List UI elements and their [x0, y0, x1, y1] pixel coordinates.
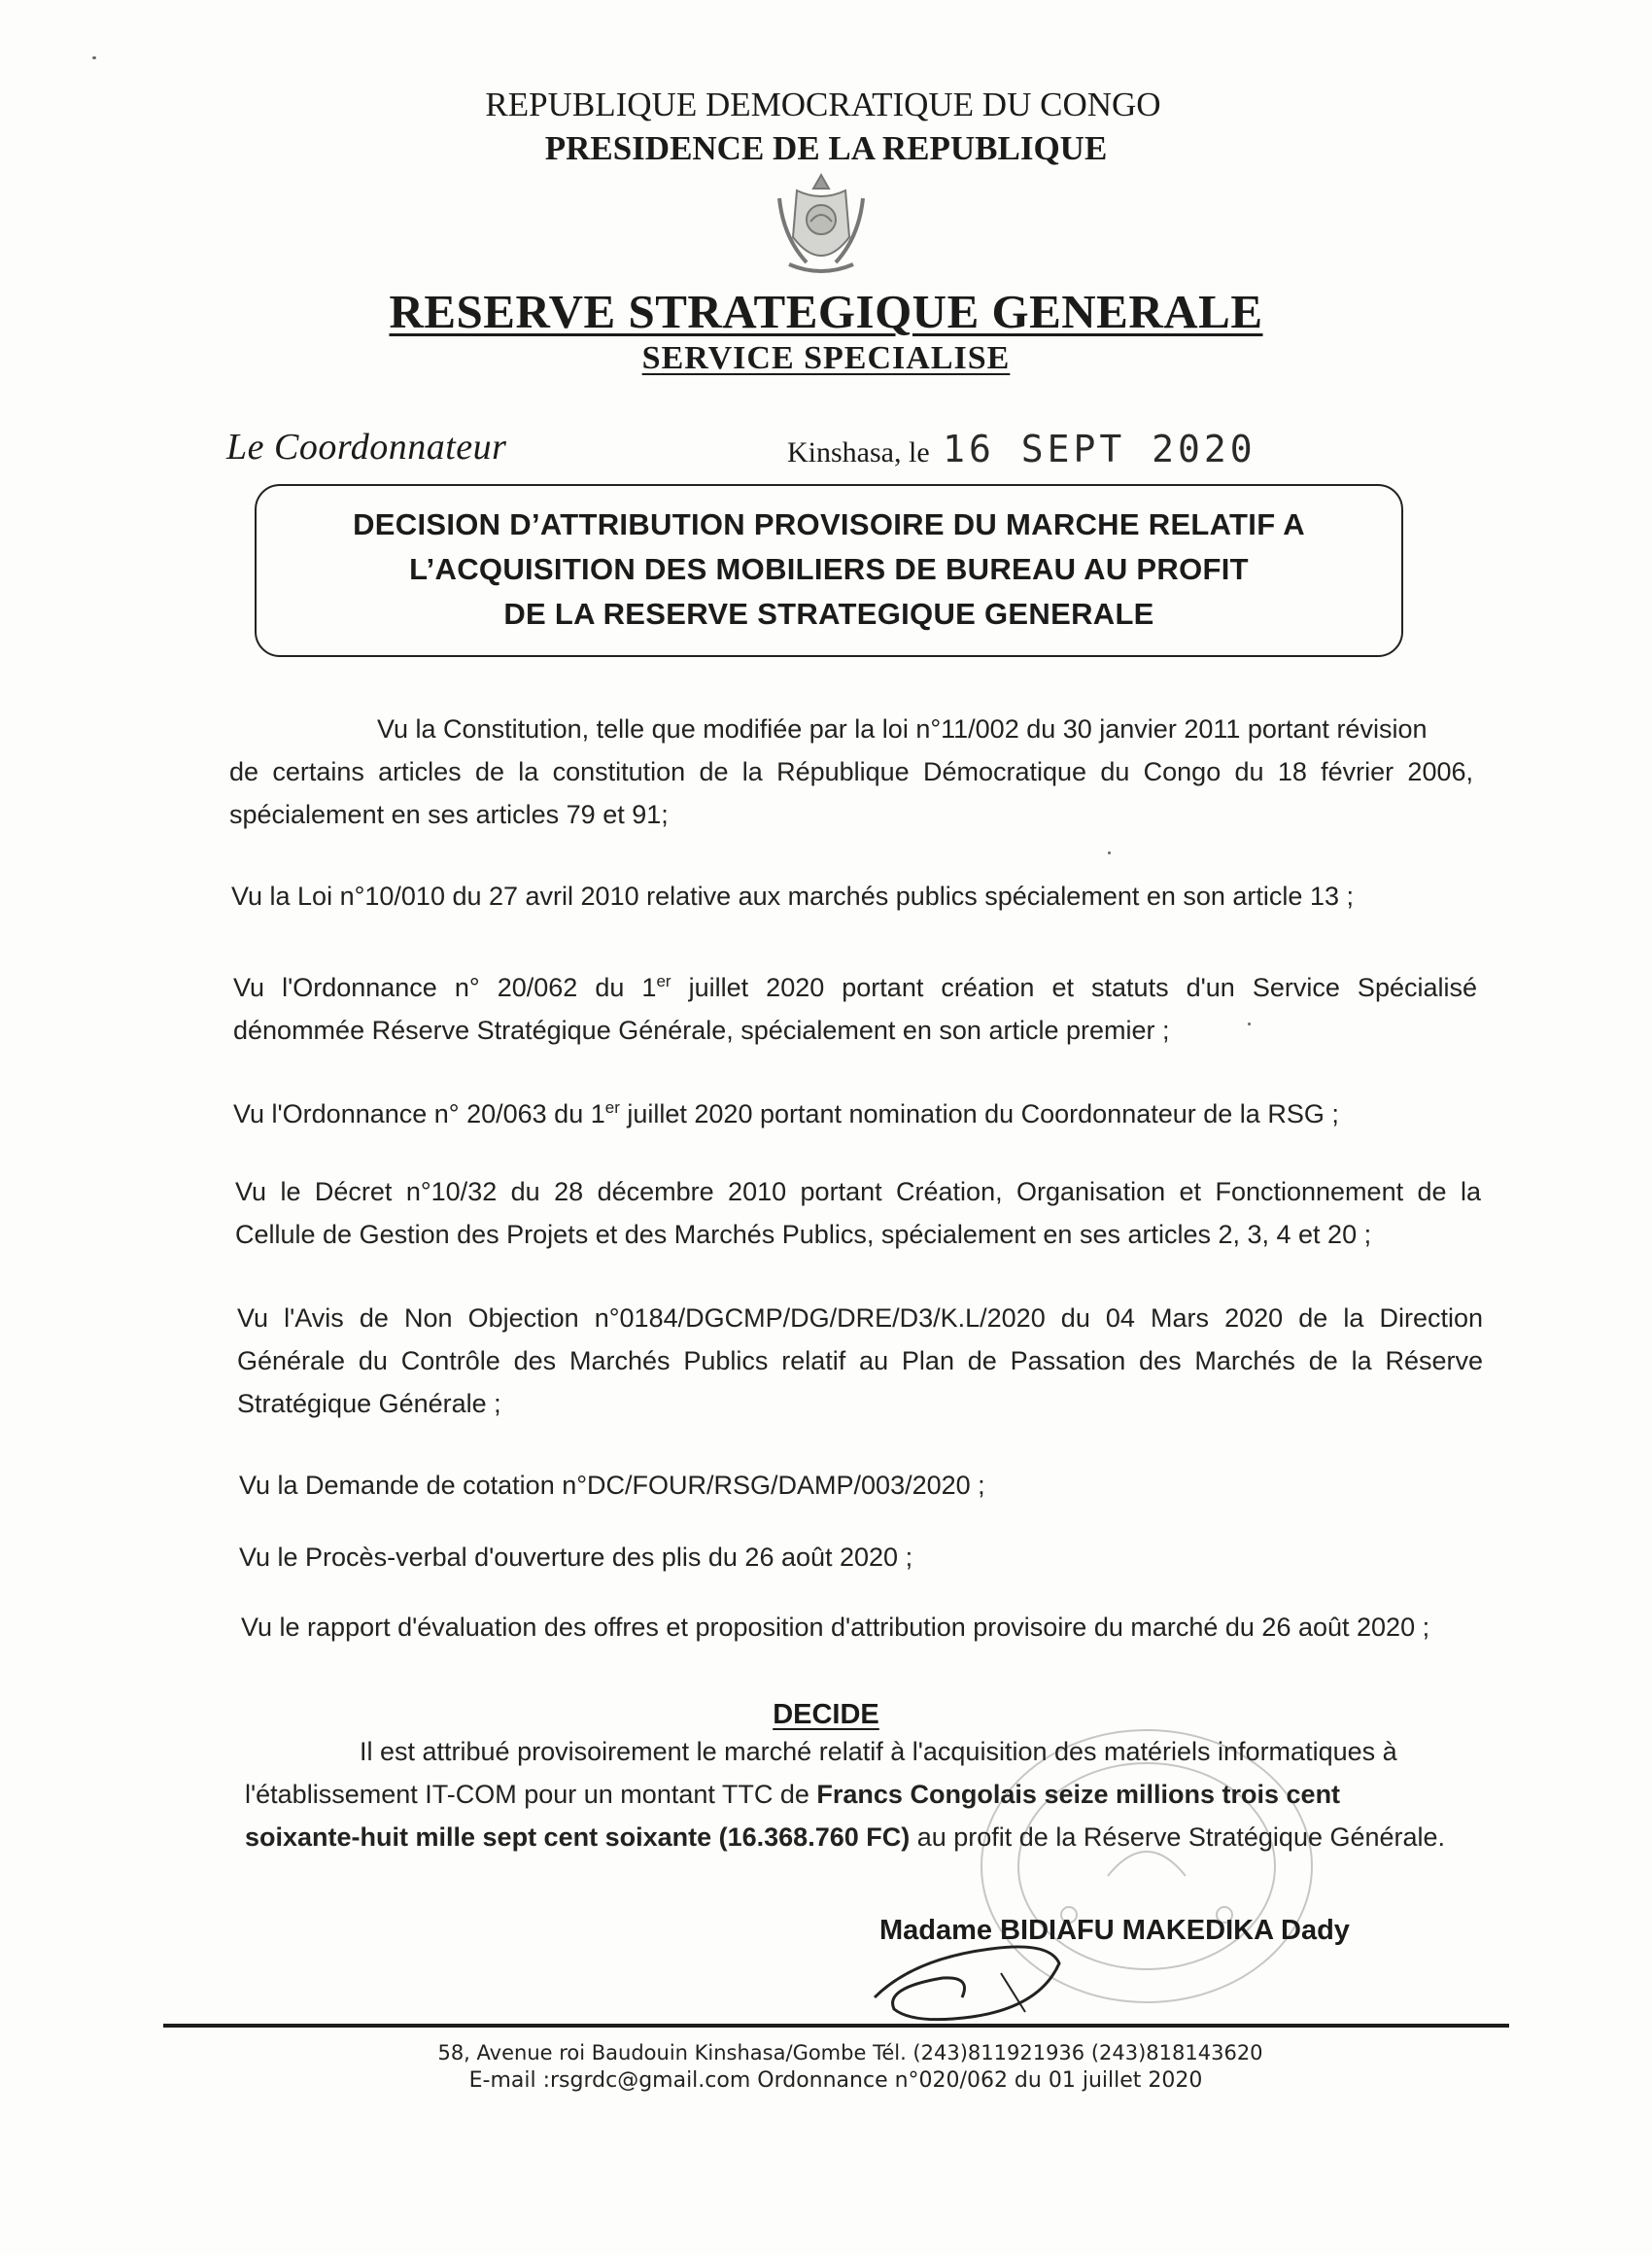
consideration-rapport: [241, 1606, 1429, 1648]
service-subtitle: SERVICE SPECIALISE: [641, 340, 1011, 376]
consideration-line: Vu le Procès-verbal d'ouverture des plis du 26 août 2020 ;: [239, 1543, 913, 1572]
scan-speck: [92, 56, 96, 59]
consideration-line: de certains articles de la constitution de la République Démocratique du Congo du 18 février 2006,: [229, 757, 1473, 786]
republic-heading: REPUBLIQUE DEMOCRATIQUE DU CONGO: [485, 86, 1161, 123]
consideration-line: Vu l'Ordonnance n° 20/063 du 1er juillet 2020 portant nomination du Coordonnateur de la RSG ;: [233, 1098, 1339, 1128]
consideration-line: dénommée Réserve Stratégique Générale, spécialement en son article premier ;: [233, 1016, 1170, 1045]
title-line: DE LA RESERVE STRATEGIQUE GENERALE: [503, 597, 1154, 631]
consideration-line: Générale du Contrôle des Marchés Publics relatif au Plan de Passation des Marchés de la Réserve: [237, 1346, 1483, 1375]
consideration-line: Cellule de Gestion des Projets et des Marchés Publics, spécialement en ses articles 2, 3, 4 et 20 ;: [235, 1220, 1372, 1249]
handwritten-signature: [855, 1920, 1108, 2036]
footer-address: 58, Avenue roi Baudouin Kinshasa/Gombe Tél. (243)811921936 (243)818143620: [437, 2041, 1263, 2064]
signatory-name: Madame BIDIAFU MAKEDIKA Dady: [879, 1915, 1350, 1946]
footer-divider: [163, 2024, 1509, 2028]
title-line: L’ACQUISITION DES MOBILIERS DE BUREAU AU PROFIT: [409, 552, 1249, 586]
presidence-heading: PRESIDENCE DE LA REPUBLIQUE: [544, 129, 1108, 167]
scan-speck: [1108, 851, 1111, 854]
title-line: DECISION D’ATTRIBUTION PROVISOIRE DU MARCHE RELATIF A: [353, 507, 1305, 541]
consideration-line: Vu le Décret n°10/32 du 28 décembre 2010 portant Création, Organisation et Fonctionnement de la: [235, 1177, 1481, 1206]
date-line: [787, 428, 1256, 470]
consideration-line: Vu la Demande de cotation n°DC/FOUR/RSG/DAMP/003/2020 ;: [239, 1471, 985, 1500]
decision-title-box: [255, 484, 1403, 657]
consideration-loi: [231, 875, 1354, 918]
organisation-title: RESERVE STRATEGIQUE GENERALE: [389, 285, 1263, 338]
consideration-line: Vu l'Ordonnance n° 20/062 du 1er juillet 2020 portant création et statuts d'un Service Spécialisé: [233, 972, 1478, 1002]
coat-of-arms-emblem: [768, 169, 875, 284]
decide-heading: DECIDE: [773, 1699, 879, 1730]
consideration-ordonnance-063: [233, 1087, 1339, 1135]
place-label: Kinshasa, le: [787, 436, 930, 468]
consideration-avis: [237, 1297, 1483, 1425]
consideration-cotation: [239, 1464, 985, 1507]
consideration-line: Vu l'Avis de Non Objection n°0184/DGCMP/DG/DRE/D3/K.L/2020 du 04 Mars 2020 de la Direction: [237, 1303, 1483, 1333]
decision-body: [245, 1730, 1487, 1858]
author-title: Le Coordonnateur: [226, 427, 507, 468]
date-stamp: 16 SEPT 2020: [943, 428, 1256, 470]
consideration-pv: [239, 1536, 912, 1578]
consideration-decret: [235, 1170, 1481, 1256]
scan-speck: [1248, 1023, 1251, 1025]
consideration-line: spécialement en ses articles 79 et 91;: [229, 800, 669, 829]
consideration-line: Vu la Loi n°10/010 du 27 avril 2010 relative aux marchés publics spécialement en son article 13 ;: [231, 882, 1354, 911]
consideration-line: Vu la Constitution, telle que modifiée par la loi n°11/002 du 30 janvier 2011 portant révision: [377, 714, 1428, 744]
consideration-ordonnance-062: [233, 960, 1477, 1052]
consideration-line: Vu le rapport d'évaluation des offres et proposition d'attribution provisoire du marché du 26 août 2020 ;: [241, 1613, 1430, 1642]
consideration-line: Stratégique Générale ;: [237, 1389, 501, 1418]
consideration-constitution: [229, 708, 1473, 836]
decision-line: soixante-huit mille sept cent soixante (16.368.760 FC) au profit de la Réserve Stratégique Générale.: [245, 1822, 1446, 1852]
decision-line: l'établissement IT-COM pour un montant TTC de Francs Congolais seize millions trois cent: [245, 1780, 1341, 1809]
decision-line: Il est attribué provisoirement le marché relatif à l'acquisition des matériels informatiques à: [360, 1737, 1397, 1766]
footer-contact: E-mail :rsgrdc@gmail.com Ordonnance n°020/062 du 01 juillet 2020: [468, 2068, 1203, 2093]
